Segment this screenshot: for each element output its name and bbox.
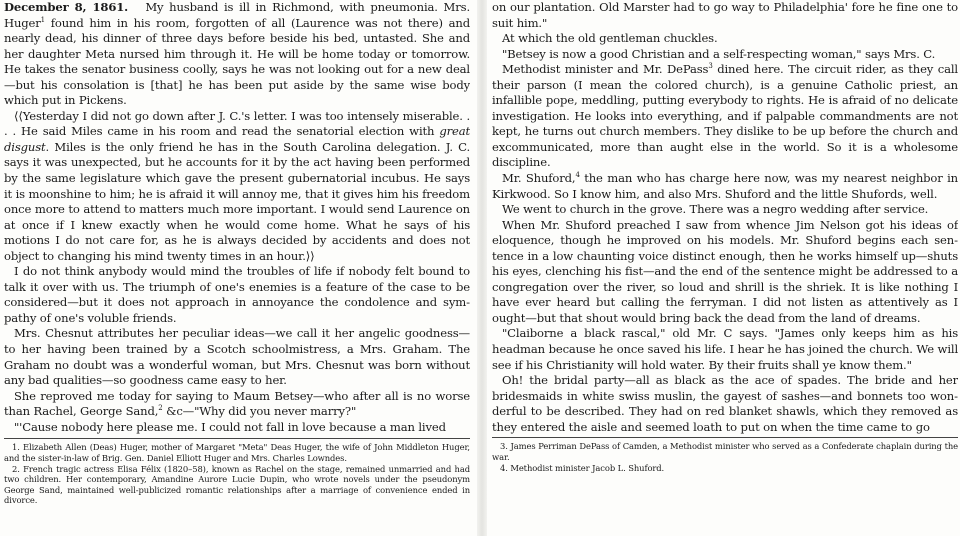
paragraph — [492, 171, 958, 202]
paragraph-text: the man who has charge here now, was my nearest neighbor in Kirkwood. So I know him, and also Mrs. Shuford and the little Shufords, well. — [492, 171, 958, 201]
left-body-text — [4, 0, 470, 435]
paragraph-text: ⟨⟨Yesterday I did not go down after J. C.'s letter. I was too intensely miserable. . . . He said Miles came in his room and read the senatorial election with — [4, 108, 470, 139]
left-column — [4, 0, 470, 536]
footnote-ref-1: 1 — [40, 15, 45, 24]
paragraph: When Mr. Shuford preached I saw from whence Jim Nelson got his ideas of eloquence, though he improved on his models. Mr. Shuford begins each sentence in a low chaunting voice distinct enough, then he works himself up—shuts his eyes, clenching his fist—and the end of the sentence might be addressed to a congregation over the river, so loud and shrill is the shriek. It is like nothing I have ever heard but calling the ferryman. I did not listen as attentively as I ought—but that shout would bring back the dead from the land of dreams. — [492, 217, 958, 325]
paragraph-text: She reproved me today for saying to Maum Betsey—who after all is no worse than Rachel, George Sand, — [4, 388, 470, 419]
footnote-4: 4. Methodist minister Jacob L. Shuford. — [500, 462, 665, 473]
entry-dec-8-1861 — [4, 0, 470, 109]
paragraph-text: . Miles is the only friend he has in the South Carolina delegation. J. C. says it was unexpected, but he accounts for it by the act having been performed by the same legislature which gave the present gubernatorial incubus. He says it is moonshine to him; he is afraid it will annoy me, that it gives him his freedom once more to attend to matters much more important. I would send Laurence on at once if I knew exactly when he would come home. What he says of his motions I do not care for, as he is always decided by accidents and does not object to changing his mind twenty times in an hour.⟩⟩ — [4, 139, 470, 263]
paragraph-text: Mr. Shuford, — [502, 171, 576, 186]
footnote-ref-3: 3 — [708, 62, 713, 71]
footnote-ref-4: 4 — [575, 171, 580, 180]
paragraph: "Betsey is now a good Christian and a self-respecting woman," says Mrs. C. — [502, 46, 936, 61]
paragraph: Mrs. Chesnut attributes her peculiar ideas—we call it her angelic goodness—to her having been trained by a Scotch schoolmistress, a Mrs. Graham. The Graham no doubt was a wonderful woman, but Mrs. Chesnut was born without any bad qualities—so goodness came easy to her. — [4, 326, 470, 388]
paragraph-text: My husband is ill in Richmond, with pneumonia. Mrs. Huger — [4, 0, 470, 30]
paragraph — [492, 62, 958, 171]
paragraph-text: found him in his room, forgotten of all (Laurence was not there) and nearly dead, his dinner of three days before beside his bed, untasted. She and her daughter Meta nursed him through it. He will be home today or tomorrow. He takes the senator business coolly, says he was not looking out for a new deal—but his consolation is [that] he has been put aside by the same wise body which put in Pickens. — [4, 15, 470, 108]
entry-date: December 8, 1861. — [4, 0, 129, 14]
footnote-divider — [492, 437, 958, 438]
footnotes-left — [4, 442, 470, 506]
paragraph: At which the old gentleman chuckles. — [502, 31, 718, 46]
paragraph-text: &c—"Why did you never marry?" — [162, 404, 357, 419]
right-body-text — [492, 0, 958, 435]
footnote-3: 3. James Perriman DePass of Camden, a Methodist minister who served as a Confederate chaplain during the war. — [492, 441, 958, 462]
italic-text: great disgust — [4, 124, 470, 154]
page-gutter — [477, 0, 487, 536]
paragraph: "Claiborne a black rascal," old Mr. C says. "James only keeps him as his headman because he once saved his life. I hear he has joined the church. We will see if his Christianity will hold water. By their fruits shall ye know them." — [492, 326, 958, 372]
paragraph: "'Cause nobody here please me. I could not fall in love because a man lived — [14, 419, 446, 434]
footnote-1: 1. Elizabeth Allen (Deas) Huger, mother of Margaret "Meta" Deas Huger, the wife of John Middleton Huger, and the sister-in-law of Brig. Gen. Daniel Elliott Huger and Mrs. Charles Lowndes. — [4, 442, 470, 463]
footnote-divider — [4, 438, 470, 439]
paragraph — [4, 389, 470, 420]
footnote-2: 2. French tragic actress Elisa Félix (1820–58), known as Rachel on the stage, remained unmarried and had two children. Her contemporary, Amandine Aurore Lucie Dupin, who wrote novels under the pseudonym George Sand, maintained well-publicized romantic relationships after a marriage of convenience ended in divorce. — [4, 463, 470, 506]
paragraph: We went to church in the grove. There was a negro wedding after service. — [502, 202, 929, 217]
paragraph-text: Methodist minister and Mr. DePass — [502, 62, 709, 77]
paragraph: Oh! the bridal party—all as black as the ace of spades. The bride and her bridesmaids in white swiss muslin, the gayest of sashes—and bonnets too wonderful to be described. They had on red blanket shawls, which they removed as they entered the aisle and seemed loath to put on when the time came to go — [492, 373, 958, 434]
right-column — [492, 0, 958, 536]
footnotes-right — [492, 441, 958, 473]
paragraph: I do not think anybody would mind the troubles of life if nobody felt bound to talk it over with us. The triumph of one's enemies is a feature of the case to be considered—but it does not approach in annoyance the condolence and sympathy of one's voluble friends. — [4, 264, 470, 325]
paragraph-text: dined here. The circuit rider, as they call their parson (I mean the colored church), is a genuine Catholic priest, an infallible pope, meddling, putting everybody to rights. He is afraid of no delicate investigation. He looks into everything, and if palpable commandments are not kept, he turns out church members. They dislike to be up before the church and excommunicated, more than aught else in the world. So it is a wholesome discipline. — [492, 62, 958, 170]
paragraph-restored — [4, 109, 470, 264]
paragraph-continued: on our plantation. Old Marster had to go way to Philadelphia' fore he fine one to suit him." — [492, 0, 958, 30]
footnote-ref-2: 2 — [158, 404, 163, 413]
